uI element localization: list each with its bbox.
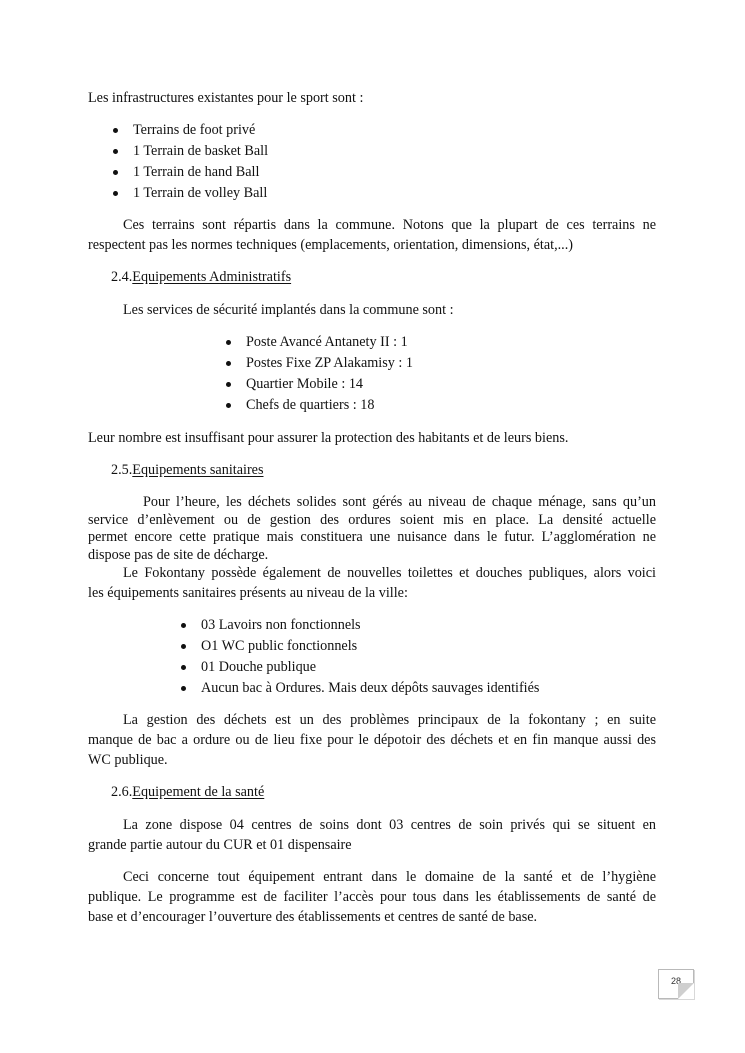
- bullet: [226, 382, 231, 387]
- bullet: [226, 340, 231, 345]
- page-number: 28: [670, 976, 681, 986]
- admin-list-item: Poste Avancé Antanety II : 1: [246, 334, 408, 350]
- intro-sport: Les infrastructures existantes pour le sport sont :: [88, 90, 364, 106]
- admin-list-item: Quartier Mobile : 14: [246, 376, 364, 392]
- bullet: [113, 170, 118, 175]
- admin-list-item: Chefs de quartiers : 18: [246, 397, 375, 413]
- paragraph-line: dispose pas de site de décharge.: [88, 547, 269, 563]
- sport-list-item: 1 Terrain de basket Ball: [133, 143, 269, 159]
- paragraph-line: respectent pas les normes techniques (emplacements, orientation, dimensions, état,...): [88, 237, 573, 253]
- paragraph-line: service d’enlèvement ou de gestion des ordures soient mis en place. La densité actuelle: [88, 512, 656, 528]
- paragraph-line: base et d’encourager l’ouverture des établissements et centres de santé de base.: [88, 909, 538, 925]
- bullet: [226, 403, 231, 408]
- section-heading-admin: [111, 269, 291, 286]
- paragraph-line: WC publique.: [88, 752, 168, 768]
- section-number: 2.6.: [111, 784, 133, 800]
- page-number-box: [658, 969, 694, 999]
- paragraph-line: Le Fokontany possède également de nouvelles toilettes et douches publiques, alors voici: [123, 565, 656, 581]
- paragraph-line: les équipements sanitaires présents au niveau de la ville:: [88, 585, 408, 601]
- section-heading-sanitaire: [111, 462, 263, 479]
- paragraph-line: grande partie autour du CUR et 01 dispensaire: [88, 837, 352, 853]
- sport-list-item: 1 Terrain de volley Ball: [133, 185, 268, 201]
- section-number: 2.4.: [111, 269, 133, 285]
- paragraph-line: permet encore cette pratique mais constituera une nuisance dans le futur. L’agglomération ne: [88, 529, 656, 545]
- admin-outro: Leur nombre est insuffisant pour assurer la protection des habitants et de leurs biens.: [88, 430, 569, 446]
- paragraph-line: manque de bac a ordure ou de lieu fixe pour le dépotoir des déchets et en fin manque aussi des: [88, 732, 656, 748]
- bullet: [181, 644, 186, 649]
- bullet: [113, 128, 118, 133]
- paragraph-line: Pour l’heure, les déchets solides sont gérés au niveau de chaque ménage, sans qu’un: [143, 494, 656, 510]
- section-number: 2.5.: [111, 462, 133, 478]
- admin-list-item: Postes Fixe ZP Alakamisy : 1: [246, 355, 413, 371]
- section-title: Equipement de la santé: [132, 784, 265, 800]
- sport-list-item: 1 Terrain de hand Ball: [133, 164, 260, 180]
- bullet: [181, 665, 186, 670]
- bullet: [226, 361, 231, 366]
- page-curl-icon: [678, 983, 694, 999]
- bullet: [113, 149, 118, 154]
- sanitaire-list-item: Aucun bac à Ordures. Mais deux dépôts sauvages identifiés: [201, 680, 540, 696]
- bullet: [113, 191, 118, 196]
- paragraph-line: La zone dispose 04 centres de soins dont 03 centres de soin privés qui se situent en: [123, 817, 656, 833]
- paragraph-line: Ceci concerne tout équipement entrant dans le domaine de la santé et de l’hygiène: [123, 869, 656, 885]
- paragraph-line: Ces terrains sont répartis dans la commune. Notons que la plupart de ces terrains ne: [123, 217, 656, 233]
- bullet: [181, 623, 186, 628]
- paragraph-line: publique. Le programme est de faciliter l’accès pour tous dans les établissements de santé de: [88, 889, 656, 905]
- sport-list-item: Terrains de foot privé: [133, 122, 256, 138]
- section-title: Equipements Administratifs: [132, 269, 292, 285]
- section-title: Equipements sanitaires: [132, 462, 264, 478]
- section-heading-sante: [111, 784, 264, 801]
- sanitaire-list-item: 01 Douche publique: [201, 659, 317, 675]
- admin-intro: Les services de sécurité implantés dans la commune sont :: [123, 302, 454, 318]
- sanitaire-list-item: O1 WC public fonctionnels: [201, 638, 358, 654]
- sanitaire-list-item: 03 Lavoirs non fonctionnels: [201, 617, 361, 633]
- bullet: [181, 686, 186, 691]
- paragraph-line: La gestion des déchets est un des problèmes principaux de la fokontany ; en suite: [123, 712, 656, 728]
